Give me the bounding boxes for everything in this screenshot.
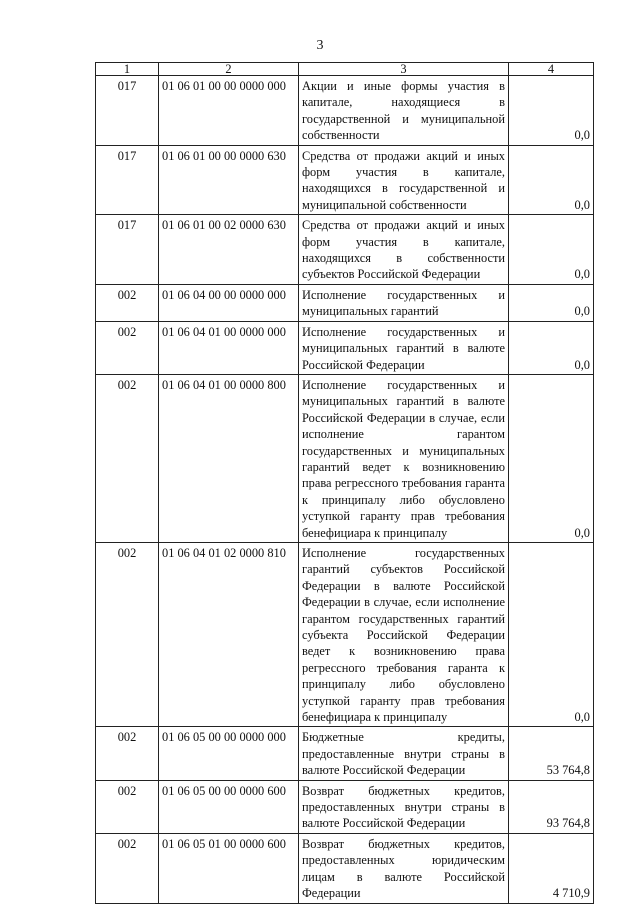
table-header-row: [96, 63, 594, 76]
amount-cell: 53 764,8: [509, 727, 594, 780]
admin-code-cell: 017: [96, 215, 159, 285]
table-row: [96, 542, 594, 726]
admin-code-cell: 002: [96, 321, 159, 374]
classification-code-cell: 01 06 01 00 00 0000 630: [159, 145, 299, 215]
classification-code-cell: 01 06 04 01 02 0000 810: [159, 542, 299, 726]
table-row: [96, 780, 594, 833]
amount-cell: 0,0: [509, 76, 594, 146]
classification-code-cell: 01 06 04 00 00 0000 000: [159, 284, 299, 321]
table-row: [96, 284, 594, 321]
table-row: [96, 215, 594, 285]
column-header-3: 3: [299, 63, 509, 76]
classification-code-cell: 01 06 01 00 02 0000 630: [159, 215, 299, 285]
classification-code-cell: 01 06 04 01 00 0000 000: [159, 321, 299, 374]
admin-code-cell: 002: [96, 833, 159, 903]
admin-code-cell: 002: [96, 542, 159, 726]
budget-sources-table: [95, 62, 594, 904]
table-row: [96, 727, 594, 780]
admin-code-cell: 017: [96, 76, 159, 146]
classification-code-cell: 01 06 04 01 00 0000 800: [159, 374, 299, 542]
admin-code-cell: 017: [96, 145, 159, 215]
source-name-cell: Бюджетные кредиты, предоставленные внутри страны в валюте Российской Федерации: [299, 727, 509, 780]
table-row: [96, 145, 594, 215]
admin-code-cell: 002: [96, 780, 159, 833]
admin-code-cell: 002: [96, 284, 159, 321]
amount-cell: 0,0: [509, 215, 594, 285]
classification-code-cell: 01 06 05 01 00 0000 600: [159, 833, 299, 903]
admin-code-cell: 002: [96, 374, 159, 542]
classification-code-cell: 01 06 01 00 00 0000 000: [159, 76, 299, 146]
column-header-4: 4: [509, 63, 594, 76]
source-name-cell: Исполнение государственных и муниципальных гарантий в валюте Российской Федерации: [299, 321, 509, 374]
amount-cell: 0,0: [509, 284, 594, 321]
amount-cell: 93 764,8: [509, 780, 594, 833]
table-row: [96, 374, 594, 542]
classification-code-cell: 01 06 05 00 00 0000 000: [159, 727, 299, 780]
source-name-cell: Исполнение государственных и муниципальных гарантий в валюте Российской Федерации в случае, если исполнение гарантом государственных и муниципальных гарантий ведет к возникновению права регрессного требования гаранта к принципалу либо обусловлено уступкой гаранту прав требования бенефициара к принципалу: [299, 374, 509, 542]
table-row: [96, 76, 594, 146]
source-name-cell: Средства от продажи акций и иных форм участия в капитале, находящихся в собственности субъектов Российской Федерации: [299, 215, 509, 285]
source-name-cell: Исполнение государственных и муниципальных гарантий: [299, 284, 509, 321]
amount-cell: 0,0: [509, 374, 594, 542]
source-name-cell: Возврат бюджетных кредитов, предоставленных юридическим лицам в валюте Российской Федерации: [299, 833, 509, 903]
page-number: 3: [316, 38, 324, 53]
amount-cell: 0,0: [509, 145, 594, 215]
amount-cell: 0,0: [509, 321, 594, 374]
source-name-cell: Акции и иные формы участия в капитале, находящиеся в государственной и муниципальной собственности: [299, 76, 509, 146]
source-name-cell: Возврат бюджетных кредитов, предоставленных внутри страны в валюте Российской Федерации: [299, 780, 509, 833]
source-name-cell: Средства от продажи акций и иных форм участия в капитале, находящихся в государственной и муниципальной собственности: [299, 145, 509, 215]
amount-cell: 4 710,9: [509, 833, 594, 903]
source-name-cell: Исполнение государственных гарантий субъектов Российской Федерации в валюте Российской Федерации в случае, если исполнение гарантом государственных гарантий субъекта Российской Федерации ведет к возникновению права регрессного требования гаранта к принципалу либо обусловлено уступкой гаранту прав требования бенефициара к принципалу: [299, 542, 509, 726]
table-row: [96, 321, 594, 374]
amount-cell: 0,0: [509, 542, 594, 726]
table-row: [96, 833, 594, 903]
classification-code-cell: 01 06 05 00 00 0000 600: [159, 780, 299, 833]
admin-code-cell: 002: [96, 727, 159, 780]
column-header-1: 1: [96, 63, 159, 76]
column-header-2: 2: [159, 63, 299, 76]
